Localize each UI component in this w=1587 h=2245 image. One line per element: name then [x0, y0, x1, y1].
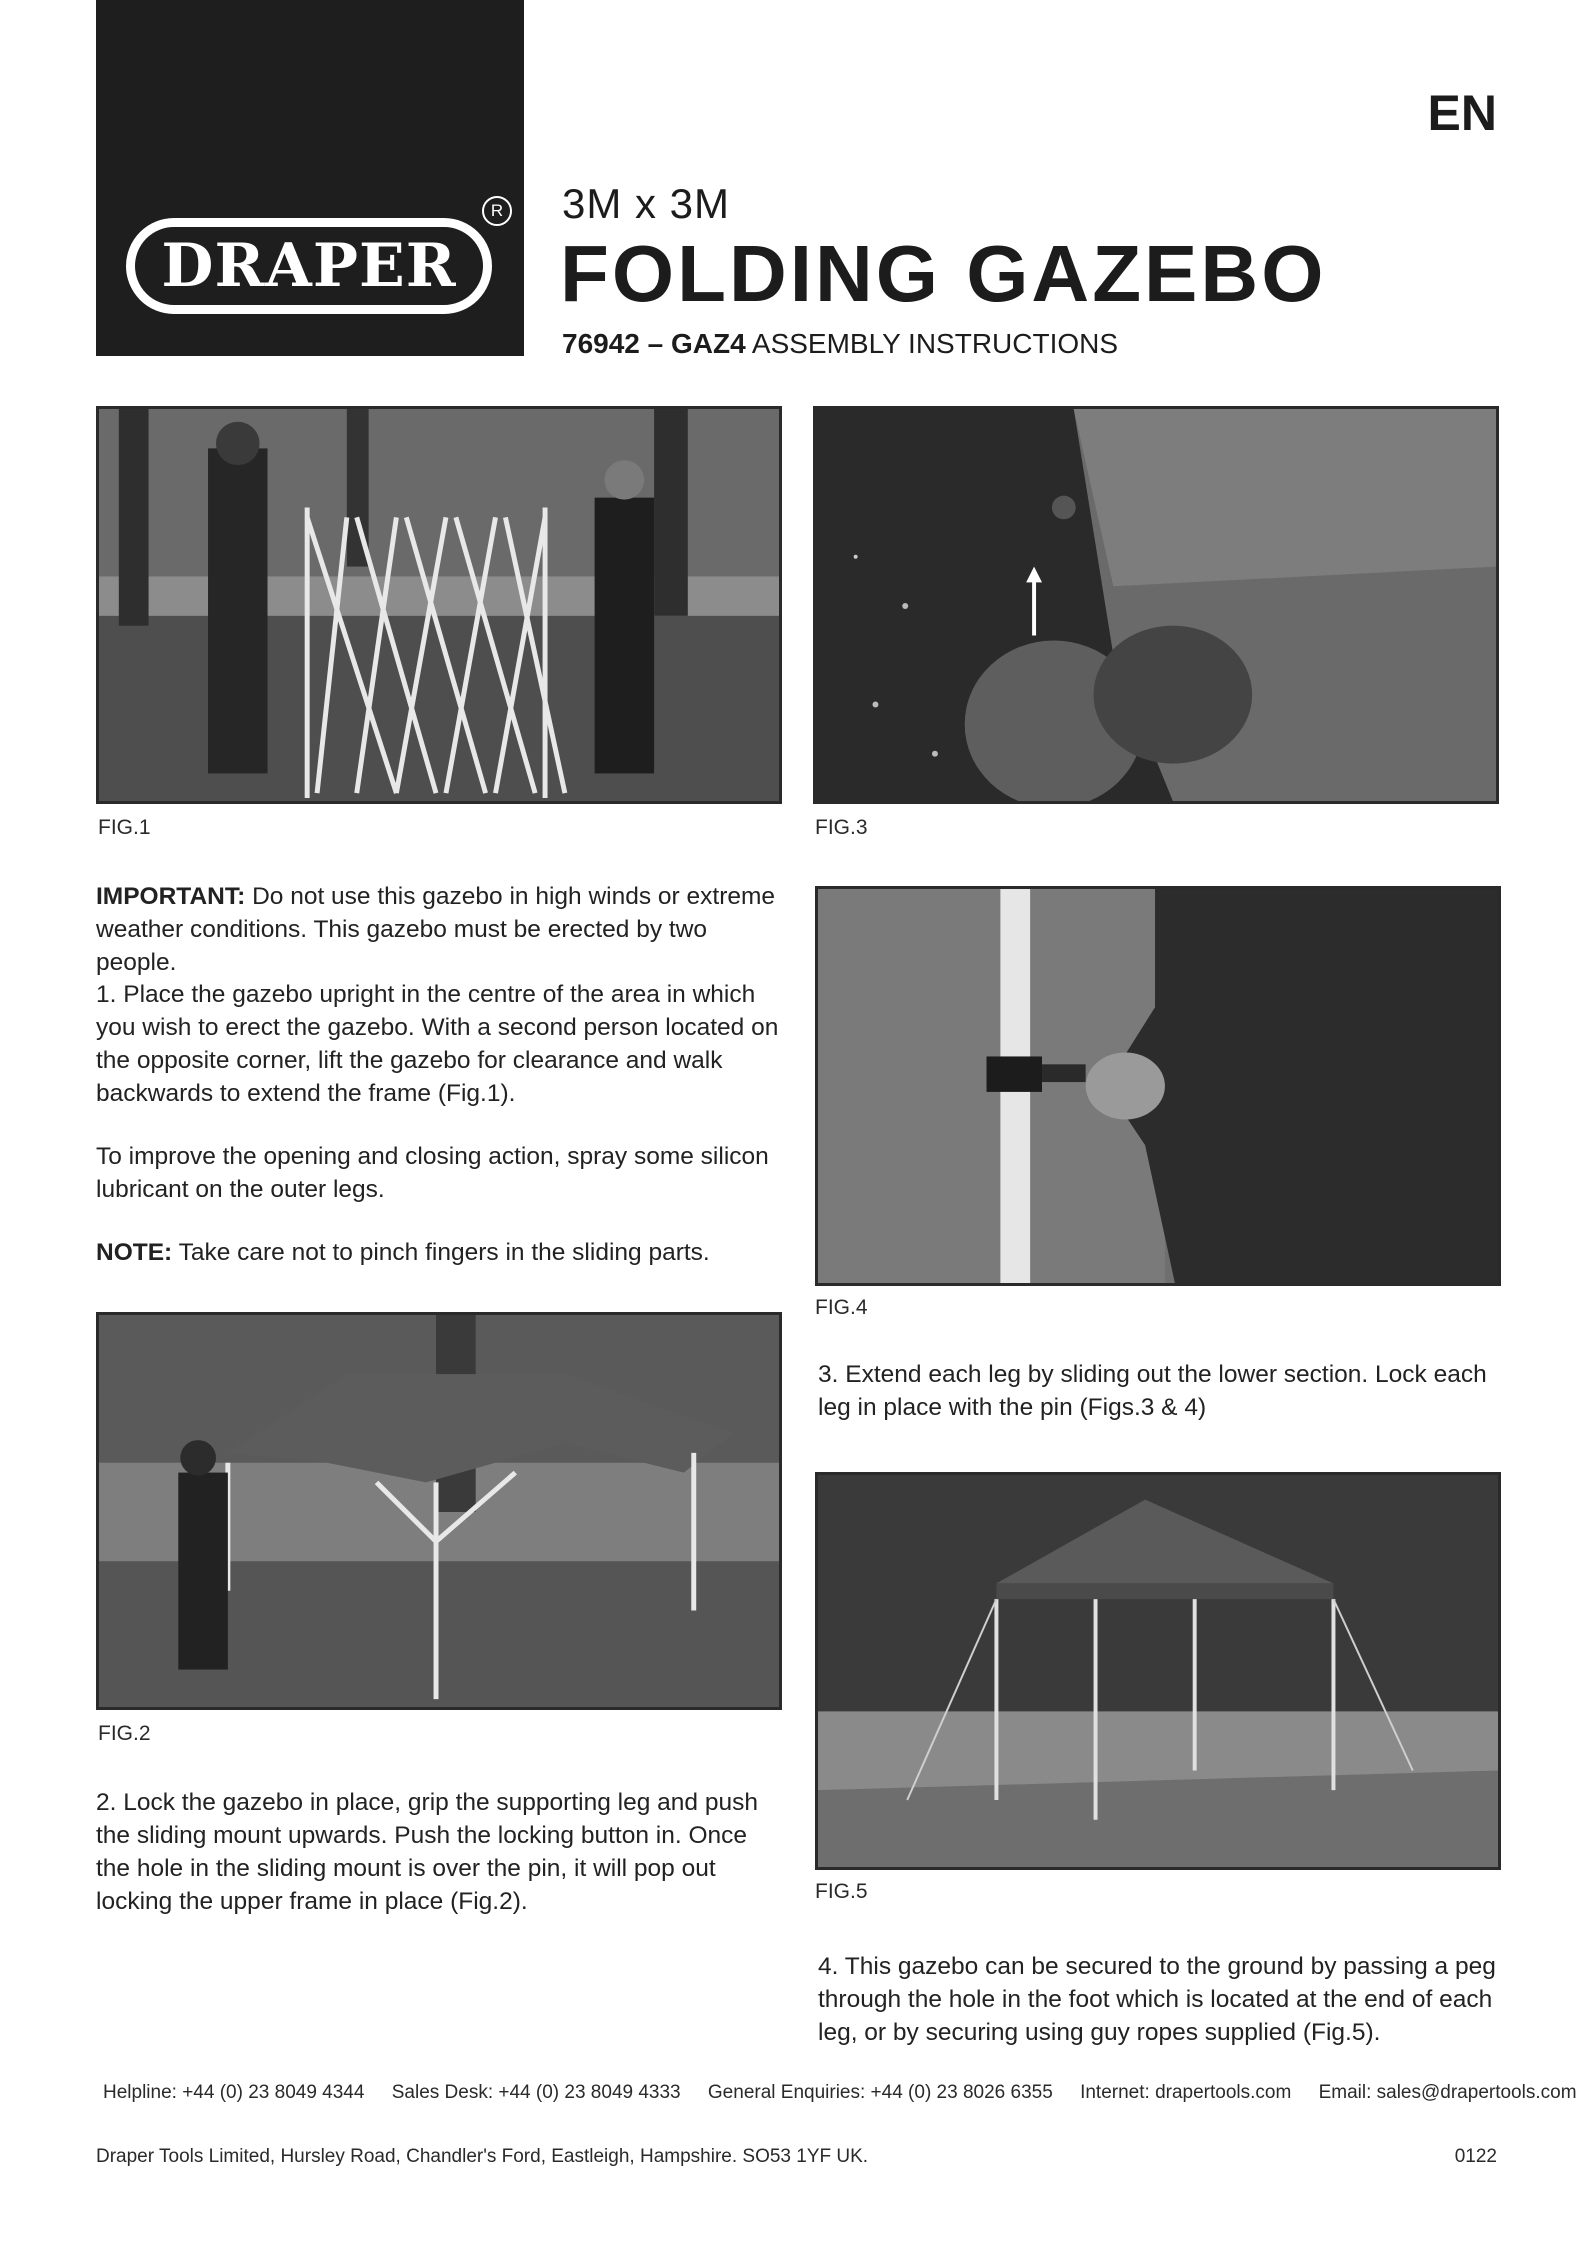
fig1-photo [96, 406, 782, 804]
page-subtitle [562, 328, 1118, 360]
step-4: 4. This gazebo can be secured to the ground by passing a peg through the hole in the foot which is located at the end of each leg, or by securing using guy ropes supplied (Fig.5). [818, 1953, 1496, 2046]
document-code: 0122 [1454, 2146, 1497, 2167]
step-2: 2. Lock the gazebo in place, grip the supporting leg and push the sliding mount upwards. Push the locking button in. Once the hole in the sliding mount is over the pin, it will pop out locking the upper frame in place (Fig.2). [96, 1789, 758, 1915]
subtitle-text: ASSEMBLY INSTRUCTIONS [751, 328, 1119, 359]
important-label: IMPORTANT: [96, 883, 246, 910]
important-body: Do not use this gazebo in high winds or extreme weather conditions. This gazebo must be erected by two people. [96, 883, 776, 976]
fig5-caption: FIG.5 [815, 1880, 868, 1903]
brand-logo-block [96, 0, 524, 356]
lubricant-tip: To improve the opening and closing action, spray some silicon lubricant on the outer legs. [96, 1143, 769, 1203]
product-size: 3M x 3M [562, 180, 731, 227]
fig3-caption: FIG.3 [815, 816, 868, 839]
brand-logo: DRAPER [126, 218, 492, 314]
important-notice [96, 880, 786, 979]
note-body: Take care not to pinch fingers in the sliding parts. [178, 1239, 710, 1266]
email: Email: sales@drapertools.com [1318, 2082, 1577, 2103]
fig1-caption: FIG.1 [98, 816, 151, 839]
fig2-caption: FIG.2 [98, 1722, 151, 1745]
model-code: 76942 – GAZ4 [562, 328, 746, 359]
step-3: 3. Extend each leg by sliding out the lower section. Lock each leg in place with the pin (Figs.3 & 4) [818, 1361, 1487, 1421]
company-address: Draper Tools Limited, Hursley Road, Chandler's Ford, Eastleigh, Hampshire. SO53 1YF UK. [96, 2146, 869, 2167]
fig3-photo [813, 406, 1499, 804]
sales-desk: Sales Desk: +44 (0) 23 8049 4333 [391, 2082, 681, 2103]
general-enquiries: General Enquiries: +44 (0) 23 8026 6355 [707, 2082, 1053, 2103]
language-code: EN [1427, 85, 1497, 141]
page-title: FOLDING GAZEBO [560, 229, 1327, 318]
fig5-photo [815, 1472, 1501, 1870]
helpline: Helpline: +44 (0) 23 8049 4344 [103, 2082, 365, 2103]
step-1: 1. Place the gazebo upright in the centre of the area in which you wish to erect the gazebo. With a second person located on the opposite corner, lift the gazebo for clearance and walk backwards to extend the frame (Fig.1). [96, 981, 779, 1107]
fig2-photo [96, 1312, 782, 1710]
footer-contacts [103, 2082, 1587, 2104]
fig4-photo [815, 886, 1501, 1286]
registered-mark: R [482, 196, 512, 226]
fig4-caption: FIG.4 [815, 1296, 868, 1319]
note-label: NOTE: [96, 1239, 173, 1266]
note [96, 1236, 786, 1269]
website: Internet: drapertools.com [1080, 2082, 1292, 2103]
